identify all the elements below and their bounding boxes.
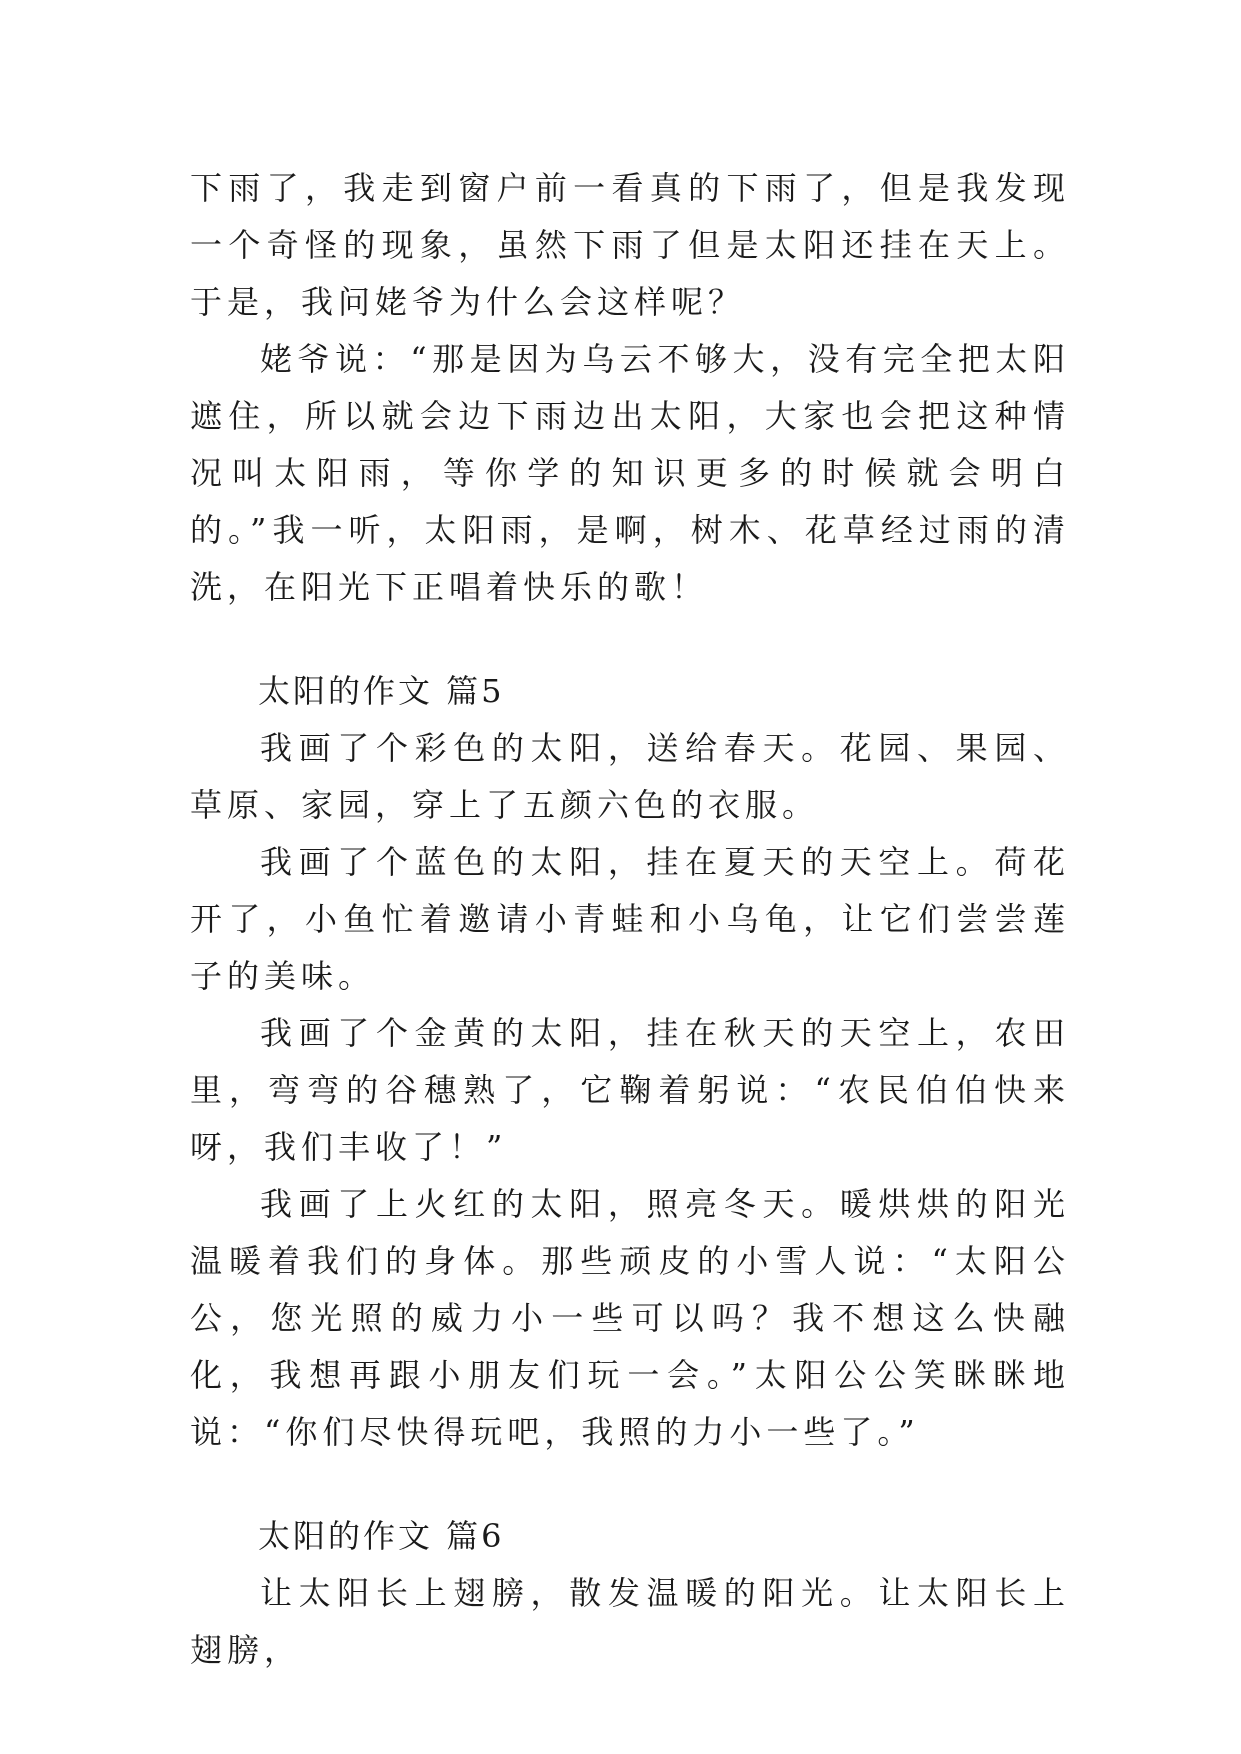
section-heading-6: 太阳的作文 篇6 <box>258 1517 505 1555</box>
section6-paragraph-1: 让太阳长上翅膀，散发温暖的阳光。让太阳长上翅膀， <box>190 1574 1070 1669</box>
section5-paragraph-4: 我画了上火红的太阳，照亮冬天。暖烘烘的阳光温暖着我们的身体。那些顽皮的小雪人说：“太阳公公，您光照的威力小一些可以吗？我不想这么快融化，我想再跟小朋友们玩一会。”太阳公公笑眯眯地说：“你们尽快得玩吧，我照的力小一些了。” <box>190 1185 1070 1451</box>
paragraph-1: 下雨了，我走到窗户前一看真的下雨了，但是我发现一个奇怪的现象，虽然下雨了但是太阳还挂在天上。于是，我问姥爷为什么会这样呢？ <box>190 169 1070 321</box>
document-page <box>190 160 1070 1679</box>
section-heading-5: 太阳的作文 篇5 <box>258 672 505 710</box>
paragraph-2: 姥爷说：“那是因为乌云不够大，没有完全把太阳遮住，所以就会边下雨边出太阳，大家也会把这种情况叫太阳雨，等你学的知识更多的时候就会明白的。”我一听，太阳雨，是啊，树木、花草经过雨的清洗，在阳光下正唱着快乐的歌！ <box>190 340 1070 606</box>
section-gap <box>190 616 1070 663</box>
section5-paragraph-2: 我画了个蓝色的太阳，挂在夏天的天空上。荷花开了，小鱼忙着邀请小青蛙和小乌龟，让它们尝尝莲子的美味。 <box>190 843 1070 995</box>
section-gap <box>190 1461 1070 1508</box>
section5-paragraph-1: 我画了个彩色的太阳，送给春天。花园、果园、草原、家园，穿上了五颜六色的衣服。 <box>190 729 1070 824</box>
section5-paragraph-3: 我画了个金黄的太阳，挂在秋天的天空上，农田里，弯弯的谷穗熟了，它鞠着躬说：“农民伯伯快来呀，我们丰收了！” <box>190 1014 1070 1166</box>
